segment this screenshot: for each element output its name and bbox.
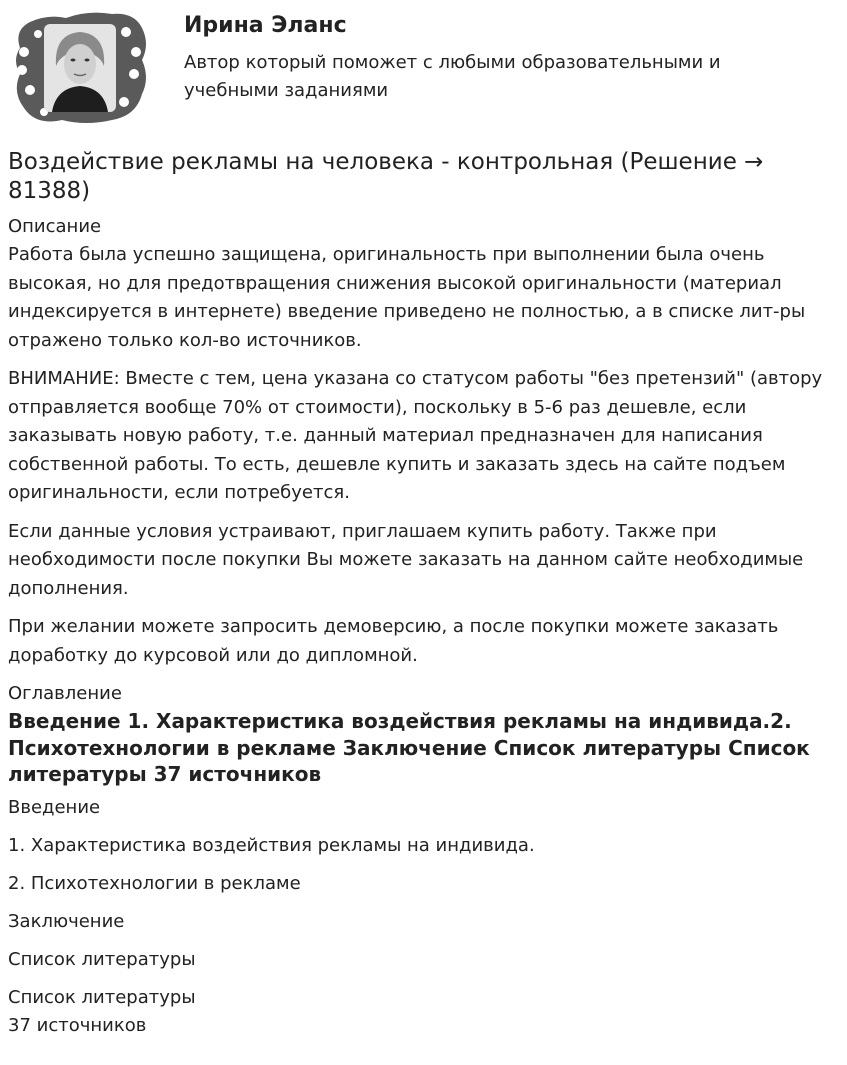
toc-item: Список литературы [8,948,196,970]
description-paragraph: При желании можете запросить демоверсию, а после покупки можете заказать доработку до курсовой или до дипломной. [8,616,779,666]
toc-item: Заключение [8,910,125,932]
description-paragraph: Работа была успешно защищена, оригинальность при выполнении была очень высокая, но для предотвращения снижения высокой оригинальности (материал индексируется в интернете) введение приведено не полностью, а в списке лит-ры отражено только кол-во источников. [8,244,806,351]
toc-item: 37 источников [8,1014,147,1036]
description-paragraph: ВНИМАНИЕ: Вместе с тем, цена указана со статусом работы "без претензий" (автору отправляется вообще 70% от стоимости), поскольку в 5-6 раз дешевле, если заказывать новую работу, т.е. данный материал предназначен для написания собственной работы. То есть, дешевле купить и заказать здесь на сайте подъем оригинальности, если потребуется. [8,368,823,503]
author-header [0,0,847,140]
author-description: Автор который поможет с любыми образовательными и учебными заданиями [184,52,721,101]
author-name: Ирина Эланс [184,13,347,38]
description-label: Описание [8,216,102,237]
document-content [8,148,838,1040]
toc-item: 1. Характеристика воздействия рекламы на индивида. [8,834,535,856]
toc-item: Введение [8,796,101,818]
toc-summary: Введение 1. Характеристика воздействия рекламы на индивида.2. Психотехнологии в рекламе Заключение Список литературы Список литературы 37 источников [8,709,810,786]
page-title: Воздействие рекламы на человека - контрольная (Решение → 81388) [8,149,764,204]
toc-item: Список литературы [8,986,196,1008]
toc-label: Оглавление [8,683,122,704]
toc-item: 2. Психотехнологии в рекламе [8,872,301,894]
description-paragraph: Если данные условия устраивают, приглашаем купить работу. Также при необходимости после покупки Вы можете заказать на данном сайте необходимые дополнения. [8,520,804,599]
author-avatar [8,8,150,126]
